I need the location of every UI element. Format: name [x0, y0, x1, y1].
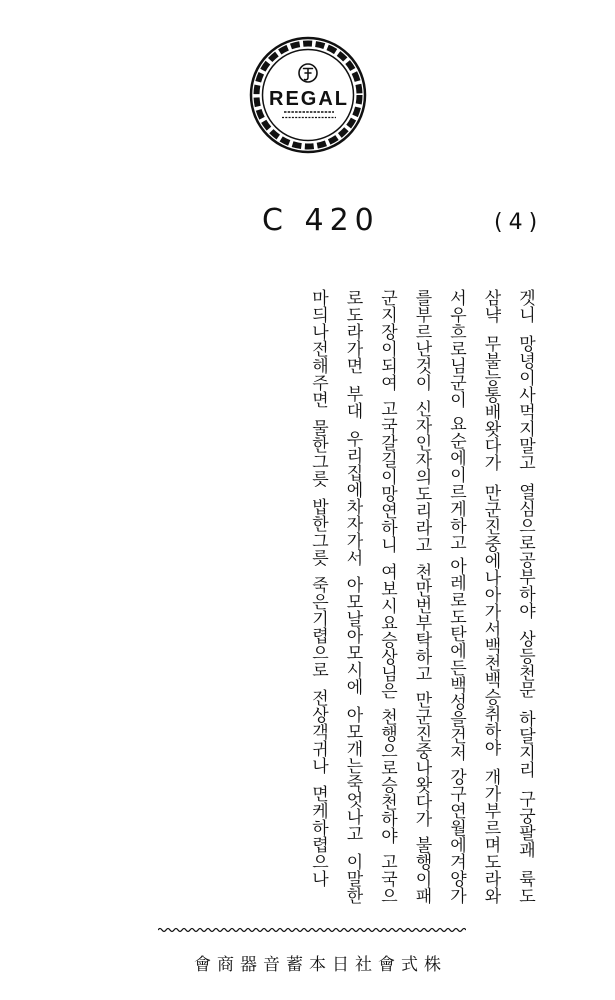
- lyric-phrase: 부대: [342, 384, 363, 419]
- lyrics-column-3: [445, 289, 467, 904]
- lyric-phrase: 신자인자의도리라고: [411, 400, 432, 554]
- lyric-phrase: 요순에이르게하고: [446, 414, 466, 551]
- lyric-phrase: 만군진중에나아가서백천백승취하야: [480, 483, 501, 756]
- lyric-phrase: 를부르난것이: [411, 289, 432, 391]
- lyrics-column-4: [411, 289, 433, 904]
- lyric-phrase: 이말한: [342, 852, 363, 904]
- lyric-phrase: 고국으: [377, 853, 397, 904]
- lyric-phrase: 열심으로공부하야: [515, 482, 535, 619]
- lyric-phrase: 겟니: [515, 289, 535, 323]
- lyric-phrase: 물한그릇: [308, 418, 328, 487]
- lyric-phrase: 전상객귀나: [308, 689, 328, 775]
- lyrics-body: [307, 289, 536, 909]
- lyrics-column-6: [342, 289, 364, 904]
- record-number: C 420: [262, 203, 380, 238]
- lyric-phrase: 아모날아모시에: [342, 576, 363, 696]
- lyric-phrase: 삼냑: [480, 289, 501, 323]
- lyric-phrase: 죽은기렵으로: [308, 576, 328, 679]
- wavy-divider: [158, 924, 466, 936]
- lyric-phrase: 강구연월에겨양가: [446, 767, 466, 904]
- lyric-phrase: 망녕이사먹지말고: [515, 334, 535, 471]
- lyric-phrase: 만군진중나왓다가: [411, 690, 432, 827]
- lyric-phrase: 여보시요승상님은: [377, 562, 397, 699]
- lyrics-column-2: [480, 289, 502, 904]
- regal-logo: [248, 35, 368, 155]
- lyric-phrase: 마듸나전해주면: [308, 289, 328, 408]
- lyric-phrase: 무불능통배왓다가: [480, 335, 501, 472]
- lyric-phrase: 천행으로승천하야: [377, 707, 397, 844]
- lyrics-column-7: [307, 289, 329, 887]
- lyric-phrase: 서우흐로님군이: [446, 289, 466, 408]
- lyric-phrase: 구궁팔괘: [515, 790, 535, 859]
- lyric-phrase: 개가부르며도라와: [480, 767, 501, 904]
- lyric-phrase: 군지장이되여: [377, 289, 397, 391]
- lyric-phrase: 아모개는죽엇나고: [342, 706, 363, 843]
- lyric-phrase: 상등천문: [515, 630, 535, 699]
- lyric-phrase: 하달지리: [515, 710, 535, 779]
- logo-brand-text: REGAL: [269, 88, 349, 110]
- page-number: (4): [494, 210, 544, 235]
- lyrics-column-1: [514, 289, 536, 904]
- lyric-phrase: 고국갈길이망연하니: [377, 400, 397, 554]
- publisher-name: 會商器音蓄本日社會式株: [194, 955, 447, 975]
- lyric-phrase: 로도라가면: [342, 289, 363, 374]
- lyric-phrase: 밥한그릇: [308, 497, 328, 566]
- lyric-phrase: 불행이패: [411, 836, 432, 904]
- lyrics-column-5: [376, 289, 398, 904]
- lyric-phrase: 천만번부탁하고: [411, 562, 432, 682]
- lyric-phrase: 아레로도탄에든백성을건저: [446, 557, 466, 762]
- lyric-phrase: 륙도: [515, 869, 535, 904]
- lyric-phrase: 우리집에차자가서: [342, 429, 363, 566]
- lyric-phrase: 면케하렵으나: [308, 784, 328, 887]
